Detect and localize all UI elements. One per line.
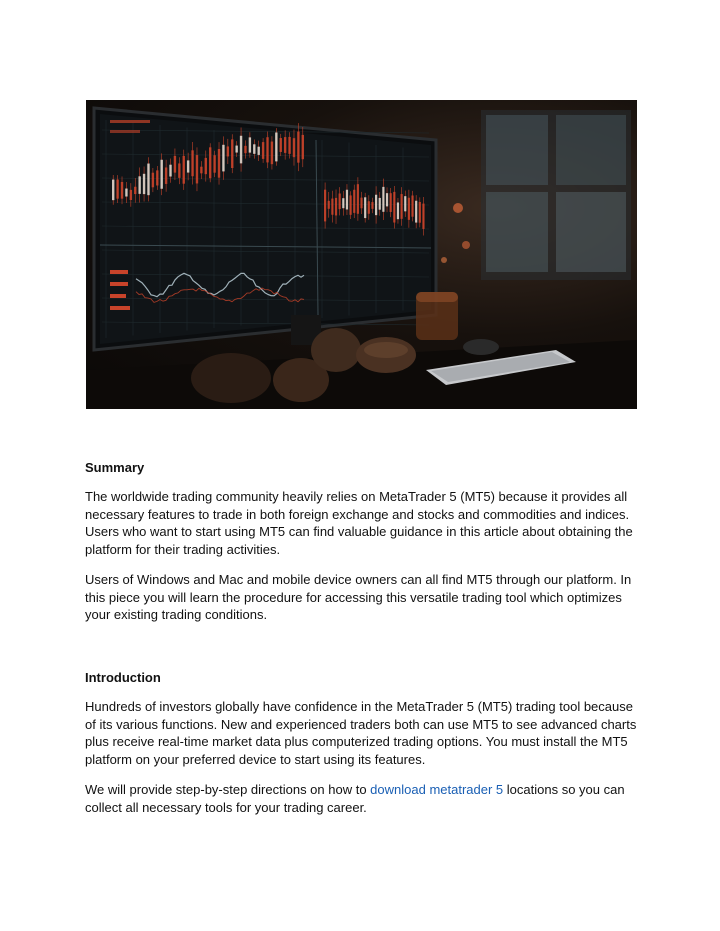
readout-mark [110,282,128,286]
candle-body [284,137,286,153]
candle-body [200,167,202,174]
candle-body [152,173,154,188]
readout-mark [110,120,150,123]
candle-body [335,198,337,216]
decorative-object-highlight [364,342,408,358]
candle-body [271,142,273,165]
introduction-paragraph-2-text-end: locations so you can collect all necessary tools for your trading career. [85,782,625,815]
readout-mark [110,306,130,310]
decorative-object [311,328,361,372]
candle-body [404,196,406,211]
candle-body [258,147,260,155]
candle-body [227,146,229,156]
candle-body [244,146,246,153]
monitor-screen [100,114,431,344]
candle-body [161,160,163,189]
candle-body [393,192,395,223]
candle-body [156,170,158,185]
readout-mark [110,130,140,133]
candle-body [324,190,326,222]
candle-body [218,149,220,178]
candle-body [174,156,176,173]
trading-monitor-illustration [86,100,637,409]
candle-body [191,150,193,176]
candle-body [397,202,399,219]
window-pane [486,192,548,272]
candle-body [134,187,136,194]
candle-body [353,190,355,213]
candle-body [297,132,299,163]
candle-body [253,144,255,154]
candle-body [231,139,233,168]
hero-image [86,100,637,409]
candle-body [280,138,282,152]
readout-mark [110,294,126,298]
candle-body [302,135,304,159]
download-metatrader-5-link[interactable]: download metatrader 5 [370,782,504,797]
candle-body [342,198,344,208]
candle-body [235,146,237,153]
candle-body [116,179,118,198]
candle-body [415,201,417,223]
window-pane [556,115,626,185]
readout-mark [110,270,128,274]
candle-body [143,174,145,194]
candle-body [419,202,421,223]
candle-body [196,155,198,183]
candle-body [147,164,149,196]
candle-body [379,198,381,210]
candle-body [240,136,242,164]
candle-body [121,182,123,199]
candle-body [331,199,333,215]
candle-body [209,147,211,178]
candle-body [360,198,362,209]
candle-body [249,137,251,152]
candle-body [125,189,127,197]
glass-rim [416,292,458,302]
introduction-paragraph-2-text: We will provide step-by-step directions on how to [85,782,371,797]
candle-body [390,193,392,212]
candle-body [422,204,424,229]
candle-body [130,190,132,200]
candle-body [386,193,388,206]
candle-body [262,142,264,159]
summary-paragraph-1: The worldwide trading community heavily relies on MetaTrader 5 (MT5) because it provides all necessary features to trade in both foreign exchange and stocks and commodities and indices. Users who want to start using MT5 can find valuable guidance in this article about obtaining the platform for their trading activities. [85,489,633,557]
mouse [463,339,499,355]
candle-body [112,180,114,201]
bokeh-light [453,203,463,213]
candle-body [138,176,140,194]
candle-body [350,195,352,214]
candle-body [213,155,215,172]
candle-body [401,194,403,219]
candle-body [169,165,171,177]
candle-body [205,158,207,174]
candle-body [288,137,290,154]
candle-body [368,201,370,214]
candle-body [293,138,295,157]
candle-body [328,201,330,209]
candle-body [375,195,377,215]
candle-body [357,184,359,214]
summary-paragraph-2: Users of Windows and Mac and mobile device owners can all find MT5 through our platform. In this piece you will learn the procedure for accessing this versatile trading tool which optimizes your existing trading conditions. [85,572,632,622]
candle-body [183,156,185,184]
candle-body [339,194,341,210]
introduction-heading: Introduction [85,670,161,685]
window-pane [556,192,626,272]
introduction-paragraph-1: Hundreds of investors globally have confidence in the MetaTrader 5 (MT5) trading tool because of its various functions. New and experienced traders both can use MT5 to see advanced charts plus receive real-time market data plus computerized trading options. You must install the MT5 platform on your preferred device to start using its features. [85,699,637,767]
bokeh-light [462,241,470,249]
candle-body [275,132,277,161]
summary-heading: Summary [85,460,145,475]
candle-body [364,197,366,218]
introduction-paragraph-2 [85,781,640,816]
candle-body [165,167,167,183]
candle-body [222,145,224,172]
candle-body [266,137,268,162]
candle-body [371,202,373,209]
candle-body [411,196,413,217]
candle-body [408,198,410,220]
candle-body [346,190,348,210]
candle-body [382,187,384,212]
candle-body [187,160,189,172]
decorative-object [191,353,271,403]
bokeh-light [441,257,447,263]
window-pane [486,115,548,185]
candle-body [178,163,180,177]
